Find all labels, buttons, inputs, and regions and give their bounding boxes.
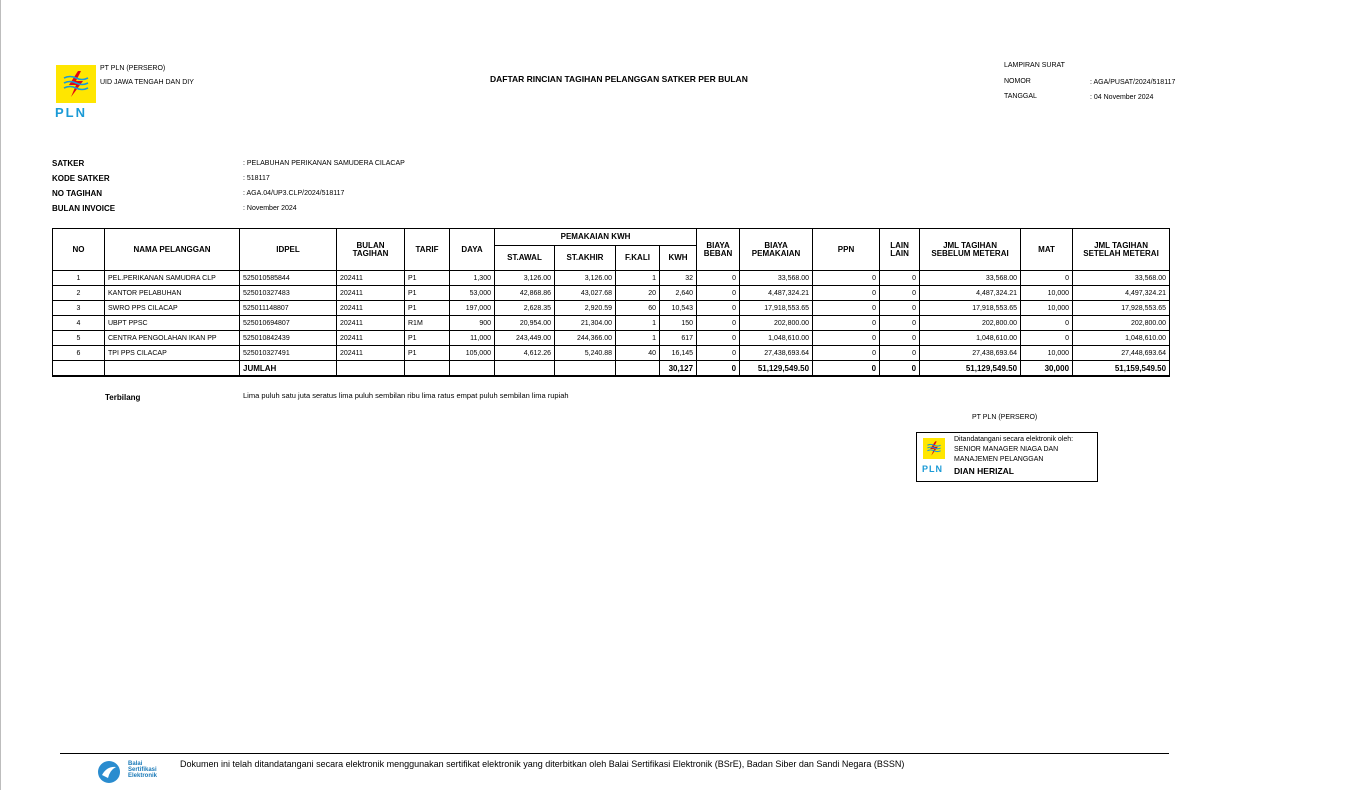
cell-st-akhir: 2,920.59 bbox=[555, 301, 616, 316]
cell-ppn: 0 bbox=[813, 346, 880, 361]
terbilang-value: Lima puluh satu juta seratus lima puluh sembilan ribu lima ratus empat puluh sembilan lima rupiah bbox=[243, 391, 569, 400]
cell-sebelum: 202,800.00 bbox=[920, 316, 1021, 331]
col-idpel: IDPEL bbox=[240, 229, 337, 271]
cell-daya: 105,000 bbox=[450, 346, 495, 361]
billing-table bbox=[52, 228, 1170, 377]
col-nama: NAMA PELANGGAN bbox=[105, 229, 240, 271]
col-kwh: KWH bbox=[660, 246, 697, 271]
cell-beban: 0 bbox=[697, 346, 740, 361]
col-pemakaian-kwh: PEMAKAIAN KWH bbox=[495, 229, 697, 246]
cell-idpel: 525010842439 bbox=[240, 331, 337, 346]
col-biaya-beban-line2: BEBAN bbox=[703, 248, 733, 258]
signatory-name: DIAN HERIZAL bbox=[954, 466, 1014, 476]
table-row bbox=[53, 286, 1170, 301]
cell-beban: 0 bbox=[697, 301, 740, 316]
cell-nama: TPI PPS CILACAP bbox=[105, 346, 240, 361]
cell-pemakaian: 27,438,693.64 bbox=[740, 346, 813, 361]
cell-beban: 0 bbox=[697, 271, 740, 286]
table-row bbox=[53, 346, 1170, 361]
cell-pemakaian: 4,487,324.21 bbox=[740, 286, 813, 301]
no-tagihan-label: NO TAGIHAN bbox=[52, 189, 103, 198]
cell-no: 2 bbox=[53, 286, 105, 301]
total-cell-blank bbox=[105, 361, 240, 377]
cell-beban: 0 bbox=[697, 286, 740, 301]
col-jml-sebelum bbox=[920, 229, 1021, 271]
cell-nama: UBPT PPSC bbox=[105, 316, 240, 331]
col-st-awal: ST.AWAL bbox=[495, 246, 555, 271]
nomor-value: : AGA/PUSAT/2024/518117 bbox=[1090, 79, 1176, 86]
cell-f-kali: 20 bbox=[616, 286, 660, 301]
table-row bbox=[53, 331, 1170, 346]
table-row bbox=[53, 271, 1170, 286]
col-jml-setelah bbox=[1073, 229, 1170, 271]
bulan-invoice-value: : November 2024 bbox=[243, 205, 297, 212]
total-cell-blank bbox=[495, 361, 555, 377]
col-jml-setelah-line2: SETELAH METERAI bbox=[1083, 248, 1159, 258]
total-pemakaian: 51,129,549.50 bbox=[740, 361, 813, 377]
total-ppn: 0 bbox=[813, 361, 880, 377]
col-bulan-line2: TAGIHAN bbox=[352, 248, 389, 258]
col-daya: DAYA bbox=[450, 229, 495, 271]
total-sebelum: 51,129,549.50 bbox=[920, 361, 1021, 377]
cell-idpel: 525010694807 bbox=[240, 316, 337, 331]
cell-lain: 0 bbox=[880, 271, 920, 286]
cell-st-akhir: 5,240.88 bbox=[555, 346, 616, 361]
cell-no: 5 bbox=[53, 331, 105, 346]
cell-kwh: 150 bbox=[660, 316, 697, 331]
cell-mat: 0 bbox=[1021, 331, 1073, 346]
cell-ppn: 0 bbox=[813, 286, 880, 301]
total-cell-blank bbox=[616, 361, 660, 377]
nomor-label: NOMOR bbox=[1004, 78, 1031, 85]
signature-line1: Ditandatangani secara elektronik oleh: bbox=[954, 436, 1074, 443]
cell-pemakaian: 202,800.00 bbox=[740, 316, 813, 331]
page-edge bbox=[0, 0, 1, 790]
cell-daya: 11,000 bbox=[450, 331, 495, 346]
cell-bulan: 202411 bbox=[337, 346, 405, 361]
total-lain: 0 bbox=[880, 361, 920, 377]
cell-idpel: 525010585844 bbox=[240, 271, 337, 286]
signature-line3: MANAJEMEN PELANGGAN bbox=[954, 456, 1044, 463]
bulan-invoice-label: BULAN INVOICE bbox=[52, 204, 116, 213]
cell-st-awal: 42,868.86 bbox=[495, 286, 555, 301]
cell-sebelum: 27,438,693.64 bbox=[920, 346, 1021, 361]
col-f-kali: F.KALI bbox=[616, 246, 660, 271]
satker-value: : PELABUHAN PERIKANAN SAMUDERA CILACAP bbox=[243, 160, 405, 167]
cell-f-kali: 1 bbox=[616, 331, 660, 346]
cell-idpel: 525010327483 bbox=[240, 286, 337, 301]
cell-setelah: 202,800.00 bbox=[1073, 316, 1170, 331]
col-biaya-beban bbox=[697, 229, 740, 271]
cell-st-akhir: 21,304.00 bbox=[555, 316, 616, 331]
cell-kwh: 16,145 bbox=[660, 346, 697, 361]
cell-tarif: P1 bbox=[405, 346, 450, 361]
total-cell-blank bbox=[555, 361, 616, 377]
cell-st-akhir: 244,366.00 bbox=[555, 331, 616, 346]
signature-line2: SENIOR MANAGER NIAGA DAN bbox=[954, 446, 1059, 453]
total-cell-blank bbox=[450, 361, 495, 377]
total-label: JUMLAH bbox=[240, 361, 337, 377]
cell-st-awal: 3,126.00 bbox=[495, 271, 555, 286]
cell-lain: 0 bbox=[880, 301, 920, 316]
col-biaya-beban-line1: BIAYA bbox=[706, 240, 730, 250]
cell-f-kali: 40 bbox=[616, 346, 660, 361]
table-row bbox=[53, 301, 1170, 316]
footer-disclaimer: Dokumen ini telah ditandatangani secara elektronik menggunakan sertifikat elektronik yang diterbitkan oleh Balai Sertifikasi Elektronik (BSrE), Badan Siber dan Sandi Negara (BSSN) bbox=[180, 759, 905, 769]
company-name: PT PLN (PERSERO) bbox=[100, 65, 166, 72]
cell-setelah: 4,497,324.21 bbox=[1073, 286, 1170, 301]
footer-divider bbox=[60, 753, 1169, 754]
cell-st-akhir: 3,126.00 bbox=[555, 271, 616, 286]
cell-idpel: 525011148807 bbox=[240, 301, 337, 316]
col-biaya-pemakaian-line1: BIAYA bbox=[764, 240, 788, 250]
cell-lain: 0 bbox=[880, 286, 920, 301]
cell-ppn: 0 bbox=[813, 271, 880, 286]
signature-box bbox=[916, 432, 1098, 482]
cell-tarif: P1 bbox=[405, 286, 450, 301]
pln-logo-icon bbox=[56, 65, 96, 103]
col-lain-line2: LAIN bbox=[890, 248, 909, 258]
bsre-logo-icon bbox=[97, 760, 121, 784]
cell-st-awal: 4,612.26 bbox=[495, 346, 555, 361]
cell-no: 4 bbox=[53, 316, 105, 331]
kode-satker-label: KODE SATKER bbox=[52, 174, 110, 183]
col-ppn: PPN bbox=[813, 229, 880, 271]
cell-kwh: 32 bbox=[660, 271, 697, 286]
cell-bulan: 202411 bbox=[337, 331, 405, 346]
bsre-logo-text bbox=[128, 761, 157, 779]
cell-tarif: R1M bbox=[405, 316, 450, 331]
cell-lain: 0 bbox=[880, 346, 920, 361]
cell-kwh: 10,543 bbox=[660, 301, 697, 316]
signature-company: PT PLN (PERSERO) bbox=[972, 414, 1038, 421]
total-row bbox=[53, 361, 1170, 377]
tanggal-value: : 04 November 2024 bbox=[1090, 94, 1154, 101]
cell-daya: 1,300 bbox=[450, 271, 495, 286]
cell-bulan: 202411 bbox=[337, 286, 405, 301]
total-cell-blank bbox=[405, 361, 450, 377]
document-title: DAFTAR RINCIAN TAGIHAN PELANGGAN SATKER PER BULAN bbox=[490, 74, 748, 84]
cell-no: 1 bbox=[53, 271, 105, 286]
cell-bulan: 202411 bbox=[337, 271, 405, 286]
cell-mat: 10,000 bbox=[1021, 286, 1073, 301]
cell-tarif: P1 bbox=[405, 271, 450, 286]
cell-beban: 0 bbox=[697, 316, 740, 331]
cell-f-kali: 60 bbox=[616, 301, 660, 316]
total-cell-blank bbox=[53, 361, 105, 377]
cell-setelah: 33,568.00 bbox=[1073, 271, 1170, 286]
pln-logo-small-icon bbox=[923, 438, 945, 459]
cell-setelah: 1,048,610.00 bbox=[1073, 331, 1170, 346]
cell-pemakaian: 1,048,610.00 bbox=[740, 331, 813, 346]
total-kwh: 30,127 bbox=[660, 361, 697, 377]
col-tarif: TARIF bbox=[405, 229, 450, 271]
bsre-text-line3: Elektronik bbox=[128, 773, 158, 779]
cell-ppn: 0 bbox=[813, 316, 880, 331]
total-setelah: 51,159,549.50 bbox=[1073, 361, 1170, 377]
cell-no: 6 bbox=[53, 346, 105, 361]
cell-sebelum: 4,487,324.21 bbox=[920, 286, 1021, 301]
cell-daya: 900 bbox=[450, 316, 495, 331]
cell-pemakaian: 33,568.00 bbox=[740, 271, 813, 286]
cell-nama: KANTOR PELABUHAN bbox=[105, 286, 240, 301]
signature-pln-text: PLN bbox=[922, 464, 943, 474]
table-row bbox=[53, 316, 1170, 331]
cell-no: 3 bbox=[53, 301, 105, 316]
no-tagihan-value: : AGA.04/UP3.CLP/2024/518117 bbox=[243, 190, 345, 197]
cell-mat: 10,000 bbox=[1021, 301, 1073, 316]
cell-tarif: P1 bbox=[405, 301, 450, 316]
total-beban: 0 bbox=[697, 361, 740, 377]
col-st-akhir: ST.AKHIR bbox=[555, 246, 616, 271]
cell-ppn: 0 bbox=[813, 301, 880, 316]
col-jml-sebelum-line1: JML TAGIHAN bbox=[943, 240, 997, 250]
col-jml-setelah-line1: JML TAGIHAN bbox=[1094, 240, 1148, 250]
total-cell-blank bbox=[337, 361, 405, 377]
cell-sebelum: 33,568.00 bbox=[920, 271, 1021, 286]
cell-pemakaian: 17,918,553.65 bbox=[740, 301, 813, 316]
cell-sebelum: 1,048,610.00 bbox=[920, 331, 1021, 346]
cell-bulan: 202411 bbox=[337, 301, 405, 316]
terbilang-label: Terbilang bbox=[105, 393, 141, 402]
col-lain bbox=[880, 229, 920, 271]
cell-nama: CENTRA PENGOLAHAN IKAN PP bbox=[105, 331, 240, 346]
col-biaya-pemakaian bbox=[740, 229, 813, 271]
cell-st-awal: 2,628.35 bbox=[495, 301, 555, 316]
cell-lain: 0 bbox=[880, 316, 920, 331]
cell-lain: 0 bbox=[880, 331, 920, 346]
cell-st-awal: 20,954.00 bbox=[495, 316, 555, 331]
cell-st-akhir: 43,027.68 bbox=[555, 286, 616, 301]
cell-daya: 53,000 bbox=[450, 286, 495, 301]
cell-kwh: 2,640 bbox=[660, 286, 697, 301]
cell-mat: 10,000 bbox=[1021, 346, 1073, 361]
bsre-text-line1: Balai bbox=[128, 761, 143, 767]
cell-idpel: 525010327491 bbox=[240, 346, 337, 361]
cell-beban: 0 bbox=[697, 331, 740, 346]
company-unit: UID JAWA TENGAH DAN DIY bbox=[100, 79, 194, 86]
cell-kwh: 617 bbox=[660, 331, 697, 346]
cell-setelah: 17,928,553.65 bbox=[1073, 301, 1170, 316]
cell-setelah: 27,448,693.64 bbox=[1073, 346, 1170, 361]
satker-label: SATKER bbox=[52, 159, 85, 168]
cell-mat: 0 bbox=[1021, 271, 1073, 286]
cell-nama: PEL.PERIKANAN SAMUDRA CLP bbox=[105, 271, 240, 286]
cell-bulan: 202411 bbox=[337, 316, 405, 331]
cell-nama: SWRO PPS CILACAP bbox=[105, 301, 240, 316]
bsre-text-line2: Sertifikasi bbox=[128, 767, 157, 773]
col-lain-line1: LAIN bbox=[890, 240, 909, 250]
cell-st-awal: 243,449.00 bbox=[495, 331, 555, 346]
col-jml-sebelum-line2: SEBELUM METERAI bbox=[931, 248, 1009, 258]
cell-tarif: P1 bbox=[405, 331, 450, 346]
pln-logo-text: PLN bbox=[55, 105, 87, 120]
lampiran-label: LAMPIRAN SURAT bbox=[1004, 62, 1065, 69]
kode-satker-value: : 518117 bbox=[243, 175, 270, 182]
cell-sebelum: 17,918,553.65 bbox=[920, 301, 1021, 316]
tanggal-label: TANGGAL bbox=[1004, 93, 1037, 100]
col-mat: MAT bbox=[1021, 229, 1073, 271]
col-bulan-line1: BULAN bbox=[356, 240, 385, 250]
cell-mat: 0 bbox=[1021, 316, 1073, 331]
total-mat: 30,000 bbox=[1021, 361, 1073, 377]
cell-f-kali: 1 bbox=[616, 271, 660, 286]
table-body bbox=[53, 271, 1170, 361]
cell-ppn: 0 bbox=[813, 331, 880, 346]
col-bulan bbox=[337, 229, 405, 271]
cell-f-kali: 1 bbox=[616, 316, 660, 331]
cell-daya: 197,000 bbox=[450, 301, 495, 316]
col-biaya-pemakaian-line2: PEMAKAIAN bbox=[751, 248, 801, 258]
col-no: NO bbox=[53, 229, 105, 271]
